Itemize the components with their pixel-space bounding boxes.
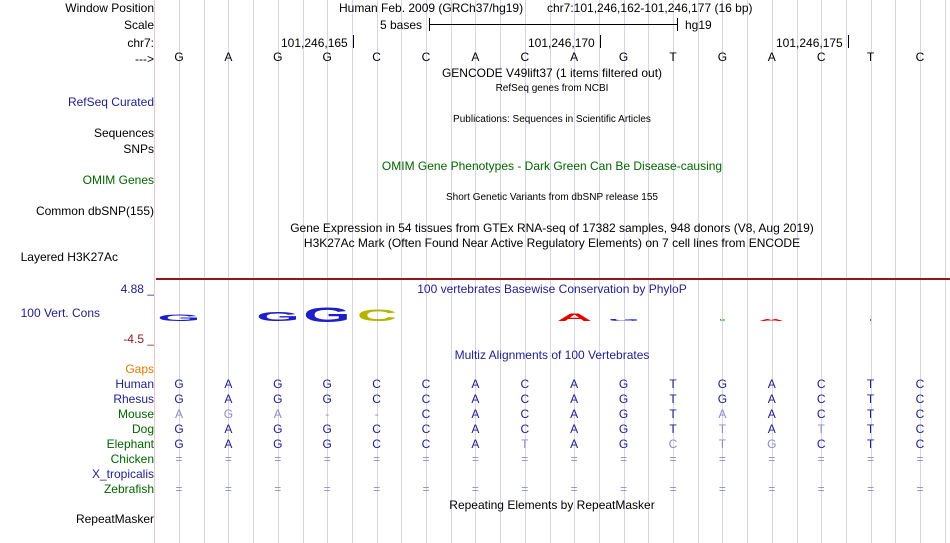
sequence-base: T — [866, 50, 875, 64]
sequence-base: G — [322, 50, 332, 64]
alignment-base: = — [570, 482, 578, 496]
sequence-base: G — [273, 50, 283, 64]
alignment-base: T — [521, 437, 529, 451]
alignment-base: G — [322, 437, 332, 451]
species-label-zebrafish[interactable]: Zebrafish — [103, 482, 154, 496]
alignment-base: C — [421, 437, 431, 451]
alignment-base: G — [618, 437, 629, 451]
alignment-base: A — [767, 422, 776, 436]
alignment-base: G — [767, 437, 777, 451]
alignment-base: T — [866, 422, 875, 436]
sequence-base: C — [816, 50, 826, 64]
alignment-base: A — [767, 407, 776, 421]
alignment-base: = — [768, 452, 776, 466]
gtex-track-title[interactable]: Gene Expression in 54 tissues from GTEx RNA-seq of 17382 samples, 948 donors (V8, Aug 2019) — [290, 221, 814, 235]
alignment-base: A — [570, 422, 579, 436]
alignment-base: = — [422, 452, 430, 466]
alignment-base: C — [372, 377, 381, 391]
alignment-base: = — [570, 452, 578, 466]
alignment-base: C — [915, 407, 925, 421]
alignment-base: G — [322, 392, 332, 406]
alignment-base: = — [669, 482, 677, 496]
alignment-base: = — [916, 482, 924, 496]
alignment-base: T — [669, 377, 677, 391]
sequence-base: C — [421, 50, 431, 64]
alignment-base: C — [372, 422, 381, 436]
alignment-base: T — [866, 407, 875, 421]
alignment-base: C — [421, 392, 431, 406]
alignment-base: = — [718, 482, 726, 496]
alignment-base: T — [817, 422, 825, 436]
sequence-base: A — [224, 50, 233, 64]
alignment-base: G — [618, 377, 629, 391]
refseq-track-title[interactable]: RefSeq genes from NCBI — [495, 83, 609, 94]
alignment-base: = — [620, 482, 628, 496]
alignment-base: T — [669, 407, 677, 421]
track-label-column — [0, 0, 154, 543]
alignment-base: C — [816, 392, 826, 406]
conservation-logo-t — [864, 319, 876, 321]
publications-track-title[interactable]: Publications: Sequences in Scientific Articles — [453, 114, 651, 125]
chr-label: chr7: — [127, 36, 154, 50]
alignment-base: C — [372, 437, 381, 451]
alignment-base: = — [323, 482, 331, 496]
guide-line — [846, 0, 847, 543]
conservation-logo-g: G — [303, 302, 351, 327]
alignment-base: = — [669, 452, 677, 466]
alignment-base: G — [618, 407, 629, 421]
alignment-base: A — [471, 377, 480, 391]
coordinate-tick-2 — [600, 35, 601, 48]
scale-label: Scale — [123, 18, 154, 32]
scale-db-label: hg19 — [685, 18, 712, 32]
assembly-title: Human Feb. 2009 (GRCh37/hg19) — [339, 1, 524, 15]
alignment-base: = — [916, 452, 924, 466]
alignment-base: A — [224, 422, 233, 436]
alignment-base: C — [915, 392, 925, 406]
alignment-base: T — [718, 437, 727, 451]
alignment-base: A — [570, 377, 579, 391]
sequence-base: C — [372, 50, 381, 64]
sequence-base: G — [618, 50, 629, 64]
alignment-base: = — [867, 482, 875, 496]
alignment-base: C — [915, 437, 925, 451]
alignment-base: A — [174, 407, 183, 421]
guide-line — [451, 0, 452, 543]
alignment-base: T — [718, 422, 727, 436]
alignment-base: G — [322, 422, 332, 436]
omim-track-title[interactable]: OMIM Gene Phenotypes - Dark Green Can Be Disease-causing — [381, 159, 723, 173]
guide-line — [797, 0, 798, 543]
coordinate-label-1: 101,246,165 — [281, 36, 348, 50]
alignment-base: G — [174, 437, 184, 451]
conservation-logo-a: A — [556, 312, 593, 324]
sequence-base: T — [669, 50, 677, 64]
guide-line — [352, 0, 353, 543]
scale-bar-label: 5 bases — [380, 18, 423, 32]
snps-track-label[interactable]: SNPs — [123, 142, 154, 156]
h3k27ac-track-title[interactable]: H3K27Ac Mark (Often Found Near Active Regulatory Elements) on 7 cell lines from ENCODE — [303, 236, 801, 250]
guide-line — [401, 0, 402, 543]
alignment-base: A — [767, 392, 776, 406]
sequence-base: A — [471, 50, 480, 64]
alignment-base: = — [274, 452, 282, 466]
alignment-base: = — [175, 482, 183, 496]
multiz-track-title[interactable]: Multiz Alignments of 100 Vertebrates — [454, 348, 650, 362]
alignment-base: A — [570, 392, 579, 406]
conservation-logo-a — [618, 319, 924, 321]
alignment-base: G — [717, 392, 728, 406]
alignment-base: T — [866, 392, 875, 406]
position-readout: chr7:101,246,162-101,246,177 (16 bp) — [547, 1, 753, 15]
alignment-base: = — [373, 482, 381, 496]
alignment-base: G — [273, 422, 283, 436]
species-label-elephant[interactable]: Elephant — [106, 437, 154, 451]
sequence-base: A — [767, 50, 776, 64]
alignment-base: G — [322, 377, 332, 391]
alignment-base: = — [521, 482, 529, 496]
alignment-base: C — [520, 422, 530, 436]
alignment-base: C — [520, 407, 530, 421]
guide-line — [895, 0, 896, 543]
alignment-base: A — [570, 437, 579, 451]
alignment-base: A — [224, 392, 233, 406]
alignment-base: A — [767, 377, 776, 391]
coordinate-label-3: 101,246,175 — [776, 36, 843, 50]
conservation-min-label: -4.5 _ — [123, 332, 154, 346]
alignment-base: G — [174, 377, 184, 391]
alignment-base: G — [174, 422, 184, 436]
alignment-base: A — [718, 407, 727, 421]
alignment-base: G — [717, 377, 728, 391]
alignment-base: C — [421, 407, 431, 421]
coordinate-label-2: 101,246,170 — [528, 36, 595, 50]
conservation-logo-c: C — [356, 307, 397, 325]
species-label-chicken[interactable]: Chicken — [110, 452, 154, 466]
repeatmasker-track-title[interactable]: Repeating Elements by RepeatMasker — [449, 498, 655, 512]
species-label-x_tropicalis[interactable]: X_tropicalis — [91, 467, 154, 481]
sequences-track-label[interactable]: Sequences — [93, 126, 154, 140]
alignment-base: = — [817, 452, 825, 466]
alignment-base: T — [866, 437, 875, 451]
guide-line — [204, 0, 205, 543]
alignment-base: C — [520, 377, 530, 391]
guide-line — [698, 0, 699, 543]
label-separator — [154, 0, 155, 543]
alignment-base: A — [471, 407, 480, 421]
alignment-base: = — [471, 452, 479, 466]
guide-line — [747, 0, 748, 543]
alignment-base: T — [866, 377, 875, 391]
alignment-base: C — [816, 437, 826, 451]
species-label-dog[interactable]: Dog — [131, 422, 154, 436]
alignment-base: C — [915, 377, 925, 391]
alignment-base: = — [323, 452, 331, 466]
coordinate-tick-3 — [848, 35, 849, 48]
alignment-base: C — [816, 377, 826, 391]
alignment-base: = — [768, 482, 776, 496]
alignment-base: G — [223, 407, 234, 421]
alignment-base: C — [520, 392, 530, 406]
alignment-base: C — [421, 422, 431, 436]
species-label-rhesus[interactable]: Rhesus — [113, 392, 154, 406]
alignment-base: = — [175, 452, 183, 466]
sequence-base: G — [174, 50, 184, 64]
sequence-base: C — [520, 50, 530, 64]
sequence-base: C — [915, 50, 925, 64]
conservation-logo-g: G — [256, 310, 300, 324]
alignment-base: C — [915, 422, 925, 436]
omim-track-label[interactable]: OMIM Genes — [82, 173, 154, 187]
alignment-base: A — [224, 377, 233, 391]
alignment-base: A — [273, 407, 282, 421]
alignment-base: A — [570, 407, 579, 421]
dbsnp-track-label[interactable]: Common dbSNP(155) — [35, 204, 154, 218]
sequence-base: G — [717, 50, 728, 64]
alignment-base: G — [273, 437, 283, 451]
alignment-base: = — [274, 482, 282, 496]
guide-line — [945, 0, 946, 543]
repeatmasker-track-label[interactable]: RepeatMasker — [75, 512, 154, 526]
alignment-base: G — [273, 377, 283, 391]
alignment-base: - — [325, 407, 330, 421]
alignment-base: C — [372, 392, 381, 406]
species-label-mouse[interactable]: Mouse — [117, 407, 154, 421]
alignment-base: G — [618, 422, 629, 436]
gencode-track-title[interactable]: GENCODE V49lift37 (1 items filtered out) — [441, 66, 663, 80]
window-position-label: Window Position — [65, 1, 154, 15]
dbsnp-track-title[interactable]: Short Genetic Variants from dbSNP release 155 — [446, 192, 658, 203]
alignment-base: - — [374, 407, 379, 421]
guide-line — [253, 0, 254, 543]
species-label-human[interactable]: Human — [115, 377, 154, 391]
strand-toggle[interactable]: ---> — [135, 52, 154, 66]
gaps-label: Gaps — [125, 362, 154, 376]
refseq-track-label[interactable]: RefSeq Curated — [67, 95, 154, 109]
alignment-base: A — [471, 392, 480, 406]
alignment-base: A — [471, 437, 480, 451]
track-divider — [156, 278, 950, 280]
guide-line — [648, 0, 649, 543]
conservation-track-label[interactable]: 100 Vert. Cons — [20, 306, 100, 320]
conservation-logo-g: G — [157, 313, 201, 323]
alignment-base: A — [224, 437, 233, 451]
alignment-base: C — [668, 437, 678, 451]
coordinate-tick-1 — [353, 35, 354, 48]
phylop-track-title[interactable]: 100 vertebrates Basewise Conservation by PhyloP — [417, 282, 687, 296]
alignment-base: T — [669, 392, 677, 406]
guide-line — [303, 0, 304, 543]
alignment-base: = — [867, 452, 875, 466]
alignment-base: = — [373, 452, 381, 466]
h3k27ac-track-label[interactable]: Layered H3K27Ac — [20, 250, 118, 264]
alignment-base: G — [273, 392, 283, 406]
alignment-base: = — [224, 452, 232, 466]
alignment-base: = — [817, 482, 825, 496]
alignment-base: G — [174, 392, 184, 406]
alignment-base: = — [521, 452, 529, 466]
alignment-base: C — [421, 377, 431, 391]
alignment-base: A — [471, 422, 480, 436]
alignment-base: = — [422, 482, 430, 496]
alignment-base: = — [224, 482, 232, 496]
alignment-base: = — [471, 482, 479, 496]
conservation-max-label: 4.88 _ — [120, 282, 154, 296]
sequence-base: A — [570, 50, 579, 64]
alignment-base: = — [718, 452, 726, 466]
alignment-base: = — [620, 452, 628, 466]
alignment-base: C — [816, 407, 826, 421]
alignment-base: T — [669, 422, 677, 436]
alignment-base: G — [618, 392, 629, 406]
